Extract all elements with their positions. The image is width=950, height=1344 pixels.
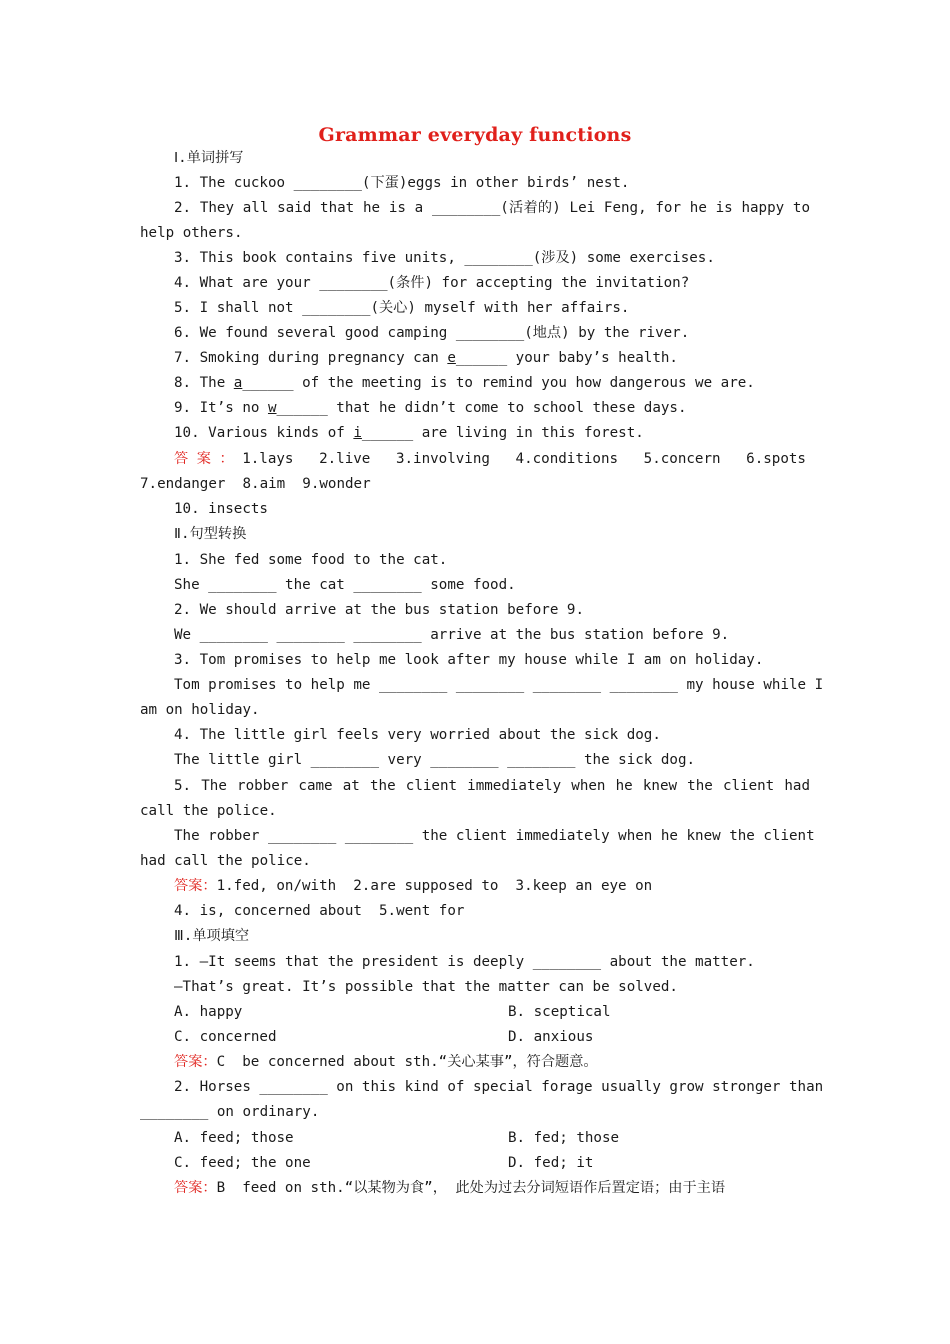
hint-letter: e <box>447 350 456 366</box>
option-a: A. feed; those <box>174 1130 294 1146</box>
question-line: Tom promises to help me ________ ________ ________ ________ my house while I <box>174 677 824 693</box>
answer-label: 答案： <box>174 878 217 894</box>
answer-text: C be concerned about sth.“关心某事”，符合题意。 <box>216 1054 598 1070</box>
question-text: ______ of the meeting is to remind you how dangerous we are. <box>242 375 755 391</box>
option-d: D. fed; it <box>508 1155 594 1171</box>
option-d: D. anxious <box>508 1029 594 1045</box>
question-line: 3. This book contains five units, ________(涉及) some exercises. <box>174 250 715 266</box>
option-c: C. feed; the one <box>174 1155 311 1171</box>
question-line: help others. <box>140 225 243 241</box>
question-line: The robber ________ ________ the client immediately when he knew the client <box>174 828 815 844</box>
question-line <box>174 371 755 395</box>
hint-letter: a <box>233 375 243 391</box>
answer-text: B feed on sth.“以某物为食”， 此处为过去分词短语作后置定语；由于主语 <box>216 1180 726 1196</box>
option-row <box>174 1000 774 1024</box>
question-line: 3. Tom promises to help me look after my house while I am on holiday. <box>174 652 764 668</box>
question-text: 7. Smoking during pregnancy can <box>174 350 448 366</box>
answer-text: 1.lays 2.live 3.involving 4.conditions 5.concern 6.spots <box>233 451 806 467</box>
section-heading: Ⅰ.单词拼写 <box>174 150 244 166</box>
option-row <box>174 1025 774 1049</box>
question-text: ______ that he didn’t come to school these days. <box>276 400 687 416</box>
question-line: We ________ ________ ________ arrive at the bus station before 9. <box>174 627 730 643</box>
question-line: ________ on ordinary. <box>140 1104 320 1120</box>
question-line <box>174 421 644 445</box>
answer-line: 7.endanger 8.aim 9.wonder <box>140 476 371 492</box>
answer-line <box>174 1176 725 1200</box>
document-title: Grammar everyday functions <box>318 124 632 146</box>
question-line: She ________ the cat ________ some food. <box>174 577 516 593</box>
question-line: 2. We should arrive at the bus station before 9. <box>174 602 584 618</box>
question-line: call the police. <box>140 803 277 819</box>
question-text: 8. The <box>174 375 234 391</box>
option-row <box>174 1126 774 1150</box>
section-heading: Ⅲ.单项填空 <box>174 928 250 944</box>
question-line: am on holiday. <box>140 702 260 718</box>
answer-line <box>174 874 652 898</box>
answer-label: 答案： <box>174 1054 217 1070</box>
answer-line: 4. is, concerned about 5.went for <box>174 903 465 919</box>
hint-letter: w <box>267 400 277 416</box>
hint-letter: i <box>353 425 362 441</box>
option-b: B. sceptical <box>508 1004 611 1020</box>
option-c: C. concerned <box>174 1029 277 1045</box>
answer-line <box>174 447 806 471</box>
question-line: 6. We found several good camping ________(地点) by the river. <box>174 325 690 341</box>
question-line: 1. She fed some food to the cat. <box>174 552 448 568</box>
answer-line: 10. insects <box>174 501 268 517</box>
question-text: ______ your baby’s health. <box>455 350 678 366</box>
question-line: 4. The little girl feels very worried about the sick dog. <box>174 727 661 743</box>
question-line: had call the police. <box>140 853 311 869</box>
question-line <box>174 396 687 420</box>
question-line: —That’s great. It’s possible that the matter can be solved. <box>174 979 678 995</box>
question-line: 2. They all said that he is a ________(活着的) Lei Feng, for he is happy to <box>174 200 810 216</box>
question-line: The little girl ________ very ________ ________ the sick dog. <box>174 752 696 768</box>
answer-line <box>174 1050 598 1074</box>
answer-label: 答 案 ： <box>174 451 234 467</box>
answer-text: 1.fed, on/with 2.are supposed to 3.keep an eye on <box>216 878 653 894</box>
question-line <box>174 346 678 370</box>
question-text: ______ are living in this forest. <box>361 425 644 441</box>
option-a: A. happy <box>174 1004 243 1020</box>
option-b: B. fed; those <box>508 1130 620 1146</box>
question-text: 10. Various kinds of <box>174 425 354 441</box>
question-line: 1. The cuckoo ________(下蛋)eggs in other birds’ nest. <box>174 175 630 191</box>
answer-label: 答案： <box>174 1180 217 1196</box>
option-row <box>174 1151 774 1175</box>
question-line: 5. The robber came at the client immediately when he knew the client had <box>174 778 810 794</box>
question-line: 5. I shall not ________(关心) myself with her affairs. <box>174 300 630 316</box>
question-text: 9. It’s no <box>174 400 268 416</box>
question-line: 4. What are your ________(条件) for accepting the invitation? <box>174 275 690 291</box>
question-line: 1. —It seems that the president is deeply ________ about the matter. <box>174 954 755 970</box>
question-line: 2. Horses ________ on this kind of special forage usually grow stronger than <box>174 1079 824 1095</box>
section-heading: Ⅱ.句型转换 <box>174 526 247 542</box>
